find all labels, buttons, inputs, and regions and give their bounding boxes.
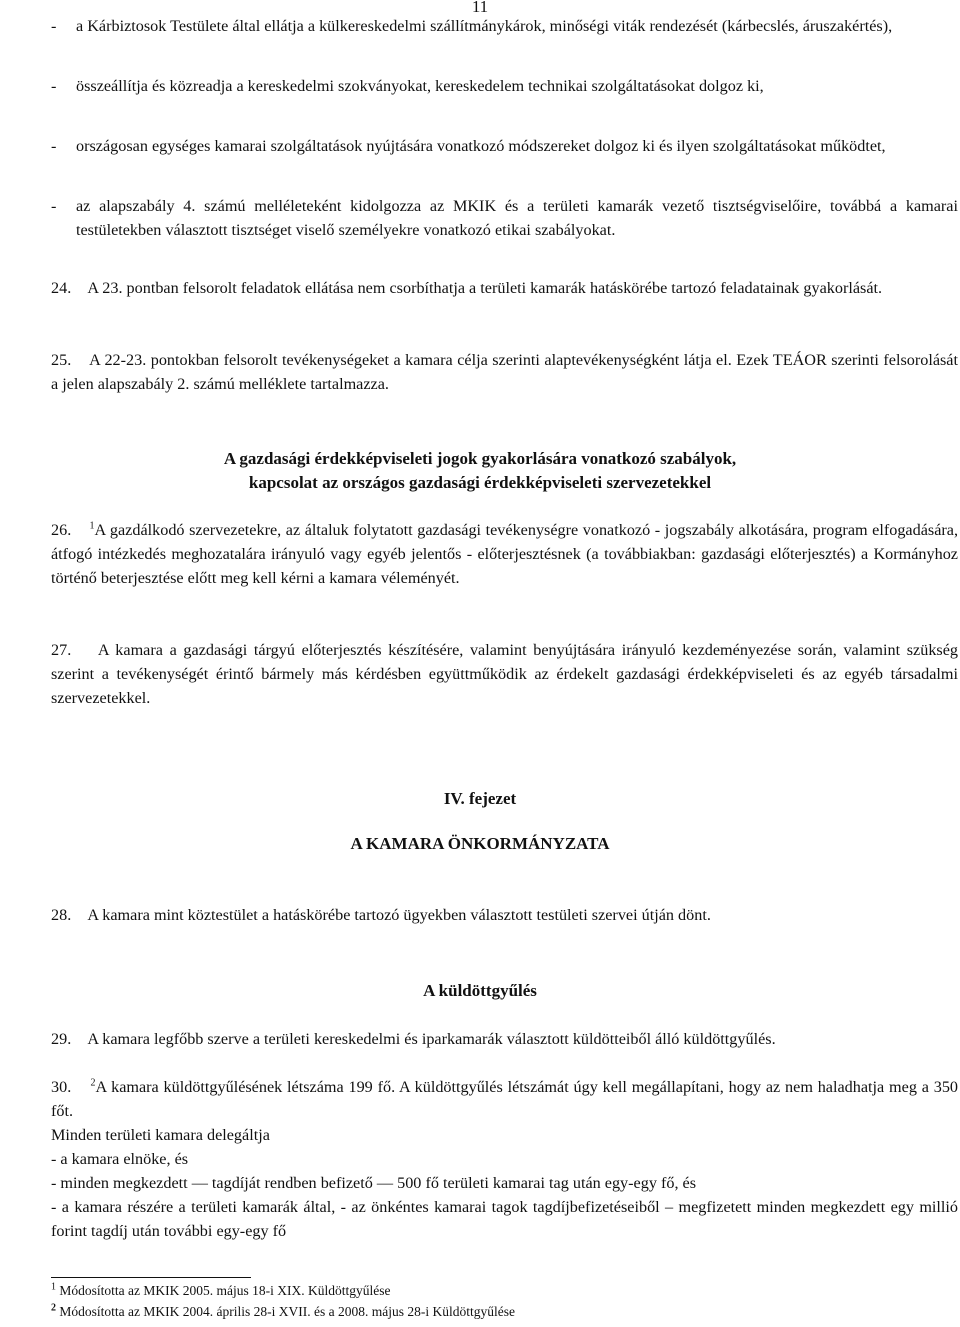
paragraph-text: A kamara legfőbb szerve a területi kereskedelmi és iparkamarák választott küldötteiből álló küldöttgyűlés. [87,1030,776,1048]
paragraph-number: 28. [51,906,72,924]
footnote-separator [51,1277,251,1278]
paragraph-line: - a kamara elnöke, és [51,1150,189,1168]
dash-marker: - [51,17,57,35]
footnote-text: Módosította az MKIK 2005. május 18-i XIX. Küldöttgyűlése [59,1283,391,1298]
paragraph-27 [51,638,958,710]
footnote [51,1282,390,1299]
paragraph-text: A kamara küldöttgyűlésének létszáma 199 fő. A küldöttgyűlés létszámát úgy kell megállapítani, hogy az nem haladhatja meg a 350 főt. [51,1078,959,1120]
paragraph-line: - minden megkezdett — tagdíját rendben befizető — 500 fő területi kamarai tag után egy-egy fő, és [51,1174,697,1192]
paragraph-line: - a kamara részére a területi kamarák által, - az önkéntes kamarai tagok tagdíjbefizetéseiből – megfizetett minden megkezdett egy millió forint tagdíj után további egy-egy fő [51,1198,958,1240]
list-item-text: az alapszabály 4. számú melléleteként kidolgozza az MKIK és a területi kamarák vezető tisztségviselőire, továbbá a kamarai testületekben választott tisztséget viselő személyekre vonatkozó etikai szabályokat. [76,197,958,239]
list-item [76,194,958,242]
paragraph-24 [51,276,958,300]
paragraph-number: 27. [51,641,72,659]
paragraph-number: 29. [51,1030,72,1048]
paragraph-26 [51,518,958,590]
paragraph-number: 25. [51,351,72,369]
subsection-heading: A küldöttgyűlés [423,981,537,1000]
paragraph-30 [51,1075,958,1243]
list-item-text: összeállítja és közreadja a kereskedelmi szokványokat, kereskedelem technikai szolgáltatásokat dolgoz ki, [76,77,764,95]
dash-marker: - [51,77,57,95]
page-number: 11 [471,0,489,16]
footnote-mark: 1 [51,1281,56,1293]
footnote [51,1303,515,1320]
paragraph-29 [51,1027,958,1051]
section-heading-line-2: kapcsolat az országos gazdasági érdekképviseleti szervezetekkel [248,473,712,492]
dash-marker: - [51,197,57,215]
list-item-text: országosan egységes kamarai szolgáltatások nyújtására vonatkozó módszereket dolgoz ki és ilyen szolgáltatásokat működtet, [76,137,886,155]
paragraph-text: A 23. pontban felsorolt feladatok ellátása nem csorbíthatja a területi kamarák hatáskörébe tartozó feladatainak gyakorlását. [87,279,883,297]
paragraph-number: 26. [51,521,72,539]
list-item [76,74,958,98]
dash-marker: - [51,137,57,155]
footnote-mark: 2 [51,1302,56,1314]
chapter-title: A KAMARA ÖNKORMÁNYZATA [350,834,610,853]
list-item [76,14,958,38]
paragraph-number: 30. [51,1078,72,1096]
paragraph-number: 24. [51,279,72,297]
footnote-ref: 2 [90,1077,96,1089]
paragraph-text: A kamara mint köztestület a hatáskörébe tartozó ügyekben választott testületi szervei útján dönt. [87,906,711,924]
chapter-number: IV. fejezet [443,789,517,808]
paragraph-text: A gazdálkodó szervezetekre, az általuk folytatott gazdasági tevékenységre vonatkozó - jogszabály alkotására, program elfogadására, átfogó intézkedés meghozatalára irányuló vagy egyéb jelentős - előterjesztésnek (a továbbiakban: gazdasági előterjesztés) a Kormányhoz történő beterjesztése előtt meg kell kérni a kamara véleményét. [51,521,958,587]
paragraph-25 [51,348,958,396]
paragraph-text: A 22-23. pontokban felsorolt tevékenységeket a kamara célja szerinti alaptevékenységként látja el. Ezek TEÁOR szerinti felsorolását a jelen alapszabály 2. számú melléklete tartalmazza. [51,351,958,393]
footnote-text: Módosította az MKIK 2004. április 28-i XVII. és a 2008. május 28-i Küldöttgyűlése [59,1304,515,1319]
footnote-ref: 1 [89,520,95,532]
paragraph-line: Minden területi kamara delegáltja [51,1126,270,1144]
section-heading-line-1: A gazdasági érdekképviseleti jogok gyakorlására vonatkozó szabályok, [223,449,737,468]
paragraph-28 [51,903,958,927]
list-item [76,134,958,158]
list-item-text: a Kárbiztosok Testülete által ellátja a külkereskedelmi szállítmánykárok, minőségi viták rendezését (kárbecslés, áruszakértés), [76,17,893,35]
paragraph-text: A kamara a gazdasági tárgyú előterjesztés készítésére, valamint benyújtására irányuló kezdeményezése során, valamint szükség szerint a tevékenységét érintő bármely más kérdésben együttműködik az érdekelt gazdasági érdekképviseleti és az egyéb társadalmi szervezetekkel. [51,641,959,707]
section-heading [0,447,960,495]
